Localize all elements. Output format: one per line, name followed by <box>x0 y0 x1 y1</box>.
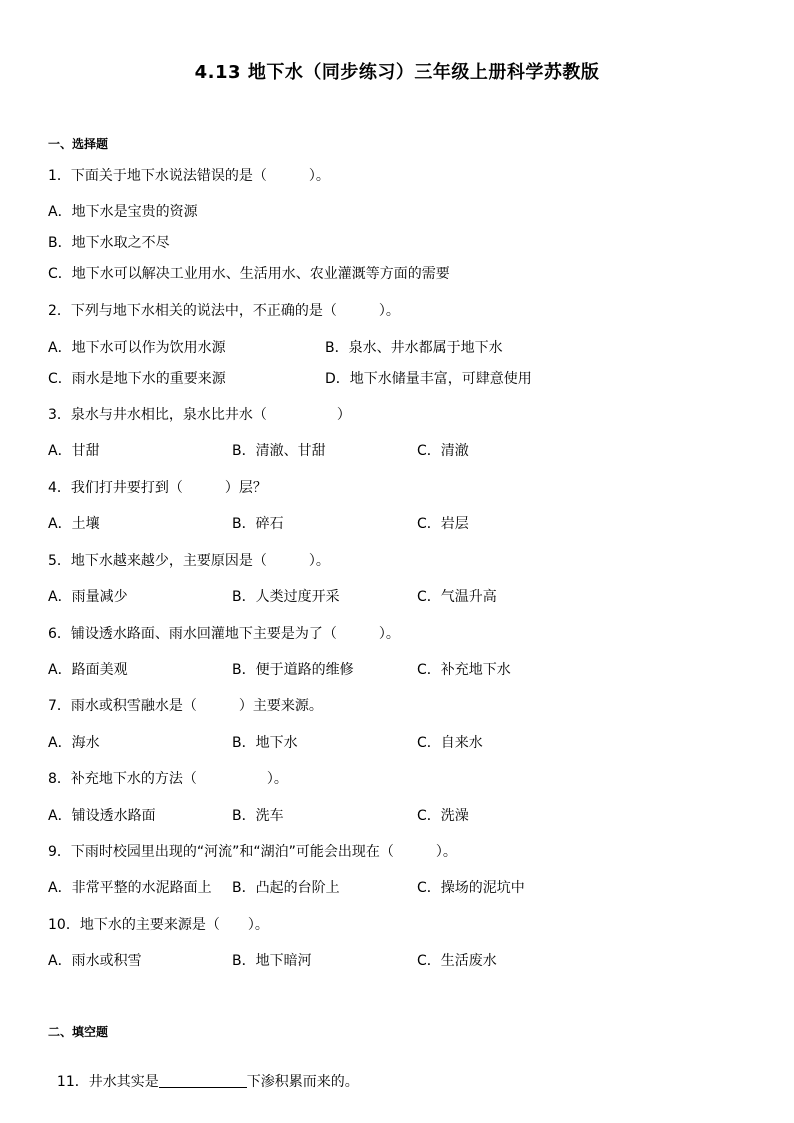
question-2-stem: 2．下列与地下水相关的说法中，不正确的是（ ）。 <box>48 303 400 319</box>
question-10-option-a: A．雨水或积雪 <box>48 953 142 969</box>
question-2-option-b: B．泉水、井水都属于地下水 <box>325 340 503 356</box>
question-3-option-a: A．甘甜 <box>48 443 100 459</box>
question-4-option-b: B．碎石 <box>232 516 284 532</box>
question-9-option-c: C．操场的泥坑中 <box>417 880 525 896</box>
question-5-option-c: C．气温升高 <box>417 589 497 605</box>
question-3-option-b: B．清澈、甘甜 <box>232 443 326 459</box>
question-6-option-c: C．补充地下水 <box>417 662 511 678</box>
question-4-stem: 4．我们打井要打到（ ）层？ <box>48 480 267 496</box>
question-10-stem: 10．地下水的主要来源是（ ）。 <box>48 917 269 933</box>
question-7-stem: 7．雨水或积雪融水是（ ）主要来源。 <box>48 698 323 714</box>
question-2-option-c: C．雨水是地下水的重要来源 <box>48 371 226 387</box>
question-6-option-b: B．便于道路的维修 <box>232 662 354 678</box>
question-4-option-a: A．土壤 <box>48 516 100 532</box>
question-2-option-a: A．地下水可以作为饮用水源 <box>48 340 226 356</box>
question-11-before: 11．井水其实是 <box>56 1074 159 1090</box>
question-11 <box>48 1055 359 1091</box>
question-1-stem: 1．下面关于地下水说法错误的是（ ）。 <box>48 168 330 184</box>
question-3-stem: 3．泉水与井水相比，泉水比井水（ ） <box>48 407 351 423</box>
question-8-stem: 8．补充地下水的方法（ ）。 <box>48 771 288 787</box>
question-7-option-c: C．自来水 <box>417 735 483 751</box>
question-7-option-b: B．地下水 <box>232 735 298 751</box>
page-title: 4.13 地下水（同步练习）三年级上册科学苏教版 <box>194 62 600 83</box>
question-11-after: 下渗积累而来的。 <box>246 1074 359 1090</box>
question-1-option-a: A．地下水是宝贵的资源 <box>48 204 198 220</box>
question-5-option-b: B．人类过度开采 <box>232 589 340 605</box>
answer-blank[interactable] <box>159 1073 247 1088</box>
question-6-stem: 6．铺设透水路面、雨水回灌地下主要是为了（ ）。 <box>48 626 400 642</box>
question-4-option-c: C．岩层 <box>417 516 469 532</box>
question-6-option-a: A．路面美观 <box>48 662 128 678</box>
question-9-option-a: A．非常平整的水泥路面上 <box>48 880 212 896</box>
question-5-option-a: A．雨量减少 <box>48 589 128 605</box>
question-9-stem: 9．下雨时校园里出现的“河流”和“湖泊”可能会出现在（ ）。 <box>48 844 457 860</box>
question-8-option-a: A．铺设透水路面 <box>48 808 156 824</box>
question-1-option-b: B．地下水取之不尽 <box>48 235 170 251</box>
question-8-option-b: B．洗车 <box>232 808 284 824</box>
question-8-option-c: C．洗澡 <box>417 808 469 824</box>
question-3-option-c: C．清澈 <box>417 443 469 459</box>
question-1-option-c: C．地下水可以解决工业用水、生活用水、农业灌溉等方面的需要 <box>48 266 450 282</box>
question-10-option-c: C．生活废水 <box>417 953 497 969</box>
section-heading-choice: 一、选择题 <box>48 137 109 151</box>
question-2-option-d: D．地下水储量丰富，可肆意使用 <box>325 371 532 387</box>
question-10-option-b: B．地下暗河 <box>232 953 312 969</box>
question-5-stem: 5．地下水越来越少，主要原因是（ ）。 <box>48 553 330 569</box>
question-9-option-b: B．凸起的台阶上 <box>232 880 340 896</box>
section-heading-fill: 二、填空题 <box>48 1025 109 1039</box>
question-7-option-a: A．海水 <box>48 735 100 751</box>
